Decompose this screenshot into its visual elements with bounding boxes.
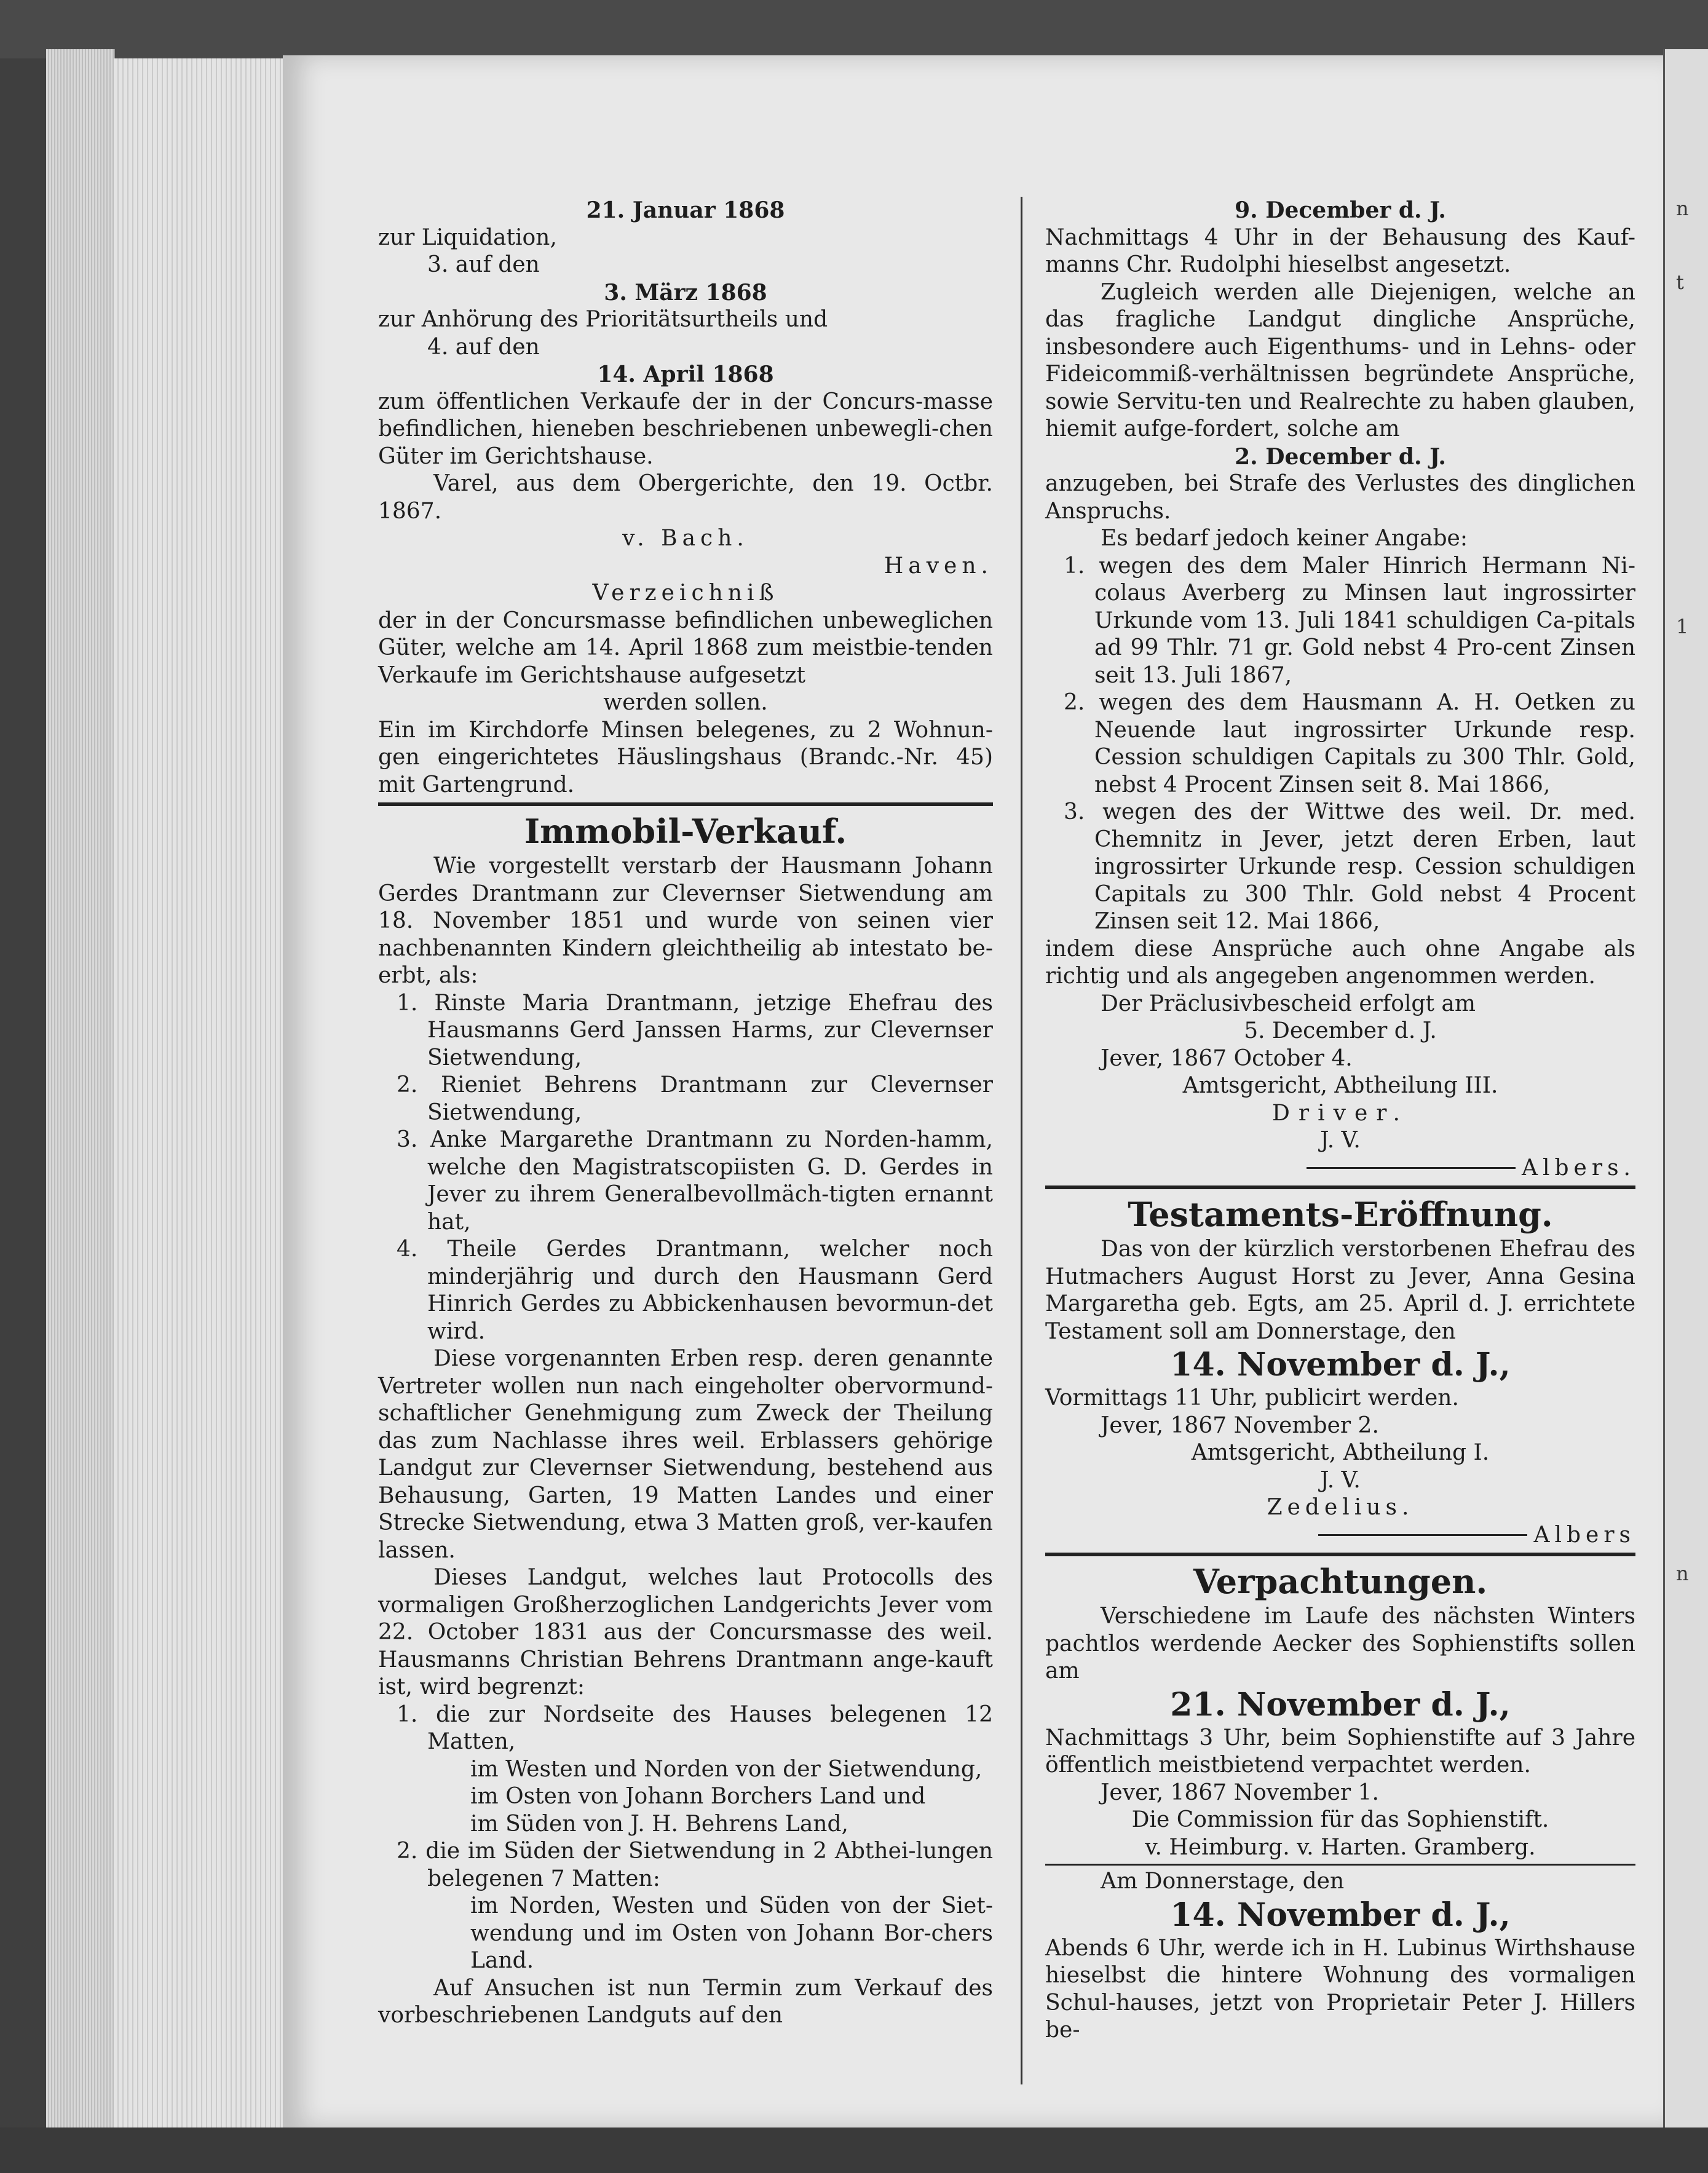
list-item: 3. Anke Margarethe Drantmann zu Norden-hamm, welche den Magistratscopiisten G. D. Gerdes in Jever zu ihrem Generalbevollmäch-tigten ernannt hat, xyxy=(397,1127,993,1235)
paragraph: Zugleich werden alle Diejenigen, welche an das fragliche Landgut dingliche Ansprüche, insbesondere auch Eigenthums- und in Lehns- oder Fideicommiß-verhältnissen begründete Ansprüche, sowie Servitu-ten und Realrechte zu haben glauben, hiemit aufge-fordert, solche am xyxy=(1045,279,1635,441)
date-line: 2. December d. J. xyxy=(1235,443,1446,470)
paragraph: Auf Ansuchen ist nun Termin zum Verkauf des vorbeschriebenen Landguts auf den xyxy=(378,1975,993,2028)
court-line: Amtsgericht, Abtheilung I. xyxy=(1191,1440,1490,1465)
paragraph: Das von der kürzlich verstorbenen Ehefrau des Hutmachers August Horst zu Jever, Anna Gesina Margaretha geb. Egts, am 25. April d. J. errichtete Testament soll am Donnerstage, den xyxy=(1045,1237,1635,1344)
list-item: 1. Rinste Maria Drantmann, jetzige Ehefrau des Hausmanns Gerd Janssen Harms, zur Clevernser Sietwendung, xyxy=(397,990,993,1071)
signature: Zedelius. xyxy=(1267,1495,1414,1520)
scan-background-top xyxy=(0,0,1708,58)
paragraph: anzugeben, bei Strafe des Verlustes des dinglichen Anspruchs. xyxy=(1045,471,1635,524)
signature-rule xyxy=(1318,1534,1527,1536)
list-item: 3. wegen des der Wittwe des weil. Dr. med. Chemnitz in Jever, jetzt deren Erben, laut ingrossirter Urkunde resp. Cession schuldigen Capitals zu 300 Thlr. Gold nebst 4 Procent Zinsen seit 12. Mai 1866, xyxy=(1064,799,1635,934)
list-item: 2. Rieniet Behrens Drantmann zur Clevernser Sietwendung, xyxy=(397,1072,993,1125)
edge-fragment: n xyxy=(1676,1562,1689,1585)
text-line: zur Liquidation, xyxy=(378,224,557,250)
place-date-line: Varel, aus dem Obergerichte, den 19. Octbr. 1867. xyxy=(378,471,993,524)
text-line: Der Präclusivbescheid erfolgt am xyxy=(1101,991,1476,1016)
paragraph: Verschiedene im Laufe des nächsten Winters pachtlos werdende Aecker des Sophienstifts sollen am xyxy=(1045,1604,1635,1684)
paragraph: indem diese Ansprüche auch ohne Angabe als richtig und als angegeben angenommen werden. xyxy=(1045,936,1635,989)
left-column xyxy=(378,197,993,2030)
section-rule xyxy=(1045,1185,1635,1189)
signature-rule xyxy=(1307,1167,1516,1169)
text-line: im Süden von J. H. Behrens Land, xyxy=(470,1811,848,1837)
date-line: 14. April 1868 xyxy=(597,362,774,387)
text-line: werden sollen. xyxy=(603,690,768,715)
section-heading: Testaments-Eröffnung. xyxy=(1128,1195,1553,1234)
signature: Albers. xyxy=(1522,1155,1635,1181)
list-item: 1. die zur Nordseite des Hauses belegenen 12 Matten, xyxy=(397,1701,993,1754)
signature: v. Bach. xyxy=(622,526,749,551)
signature-line xyxy=(1045,1155,1635,1182)
signature-line xyxy=(1045,1522,1635,1550)
place-date-line: Jever, 1867 November 1. xyxy=(1101,1779,1379,1805)
signature: Haven. xyxy=(884,553,993,579)
list-item: 1. wegen des dem Maler Hinrich Hermann Ni-colaus Averberg zu Minsen laut ingrossirter Urkunde vom 13. Juli 1841 schuldigen Ca-pitals ad 99 Thlr. 71 gr. Gold nebst 4 Pro-cent Zinsen seit 13. Juli 1867, xyxy=(1064,553,1635,688)
signature-line xyxy=(378,553,993,580)
date-line: 21. Januar 1868 xyxy=(586,197,785,223)
signature: Driver. xyxy=(1272,1100,1409,1126)
list-item: 4. Theile Gerdes Drantmann, welcher noch minderjährig und durch den Hausmann Gerd Hinrich Gerdes zu Abbickenhausen bevormun-det wird. xyxy=(397,1237,993,1344)
commission-line: Die Commission für das Sophienstift. xyxy=(1131,1807,1549,1832)
text-line: im Norden, Westen und Süden von der Siet-wendung und im Osten von Johann Bor-chers Land. xyxy=(470,1893,993,1973)
date-headline: 14. November d. J., xyxy=(1170,1346,1511,1383)
court-line: Amtsgericht, Abtheilung III. xyxy=(1182,1073,1498,1098)
right-column xyxy=(1045,197,1635,2044)
section-subtitle: Verzeichniß xyxy=(592,580,779,606)
signatures: v. Heimburg. v. Harten. Gramberg. xyxy=(1145,1834,1536,1860)
place-date-line: Jever, 1867 November 2. xyxy=(1101,1412,1379,1438)
edge-fragment: n xyxy=(1676,197,1689,220)
scan-background-bottom xyxy=(0,2127,1708,2173)
date-line: 5. December d. J. xyxy=(1244,1018,1437,1043)
date-headline: 21. November d. J., xyxy=(1170,1685,1511,1724)
signature: J. V. xyxy=(1320,1128,1361,1153)
section-rule xyxy=(1045,1864,1635,1866)
text-line: zur Anhörung des Prioritätsurtheils und xyxy=(378,307,828,332)
section-rule xyxy=(1045,1553,1635,1556)
date-headline: 14. November d. J., xyxy=(1170,1896,1511,1934)
text-line: im Westen und Norden von der Sietwendung, xyxy=(470,1756,982,1782)
text-line: 3. auf den xyxy=(427,252,540,277)
edge-fragment: 1 xyxy=(1676,615,1689,638)
text-line: Am Donnerstage, den xyxy=(1101,1869,1345,1894)
paragraph: zum öffentlichen Verkaufe der in der Concurs-masse befindlichen, hieneben beschriebenen unbewegli-chen Güter im Gerichtshause. xyxy=(378,389,993,469)
paragraph: Dieses Landgut, welches laut Protocolls des vormaligen Großherzoglichen Landgerichts Jever vom 22. October 1831 aus der Concursmasse des weil. Hausmanns Christian Behrens Drantmann ange-kauft ist, wird begrenzt: xyxy=(378,1565,993,1700)
section-heading: Immobil-Verkauf. xyxy=(524,812,847,851)
place-date-line: Jever, 1867 October 4. xyxy=(1101,1045,1353,1071)
date-line: 9. December d. J. xyxy=(1235,197,1446,223)
signature: Albers xyxy=(1533,1522,1635,1548)
date-line: 3. März 1868 xyxy=(604,279,767,306)
paragraph: der in der Concursmasse befindlichen unbeweglichen Güter, welche am 14. April 1868 zum meistbie-tenden Verkaufe im Gerichtshause aufgesetzt xyxy=(378,608,993,688)
next-page-edge xyxy=(1663,49,1708,2140)
paragraph: Nachmittags 4 Uhr in der Behausung des Kauf-manns Chr. Rudolphi hieselbst angesetzt. xyxy=(1045,224,1635,277)
paragraph: Diese vorgenannten Erben resp. deren genannte Vertreter wollen nun nach eingeholter obervormund-schaftlicher Genehmigung zum Zweck der Theilung das zum Nachlasse ihres weil. Erblassers gehörige Landgut zur Clevernser Sietwendung, bestehend aus Behausung, Garten, 19 Matten Landes und einer Strecke Sietwendung, etwa 3 Matten groß, ver-kaufen lassen. xyxy=(378,1346,993,1563)
paragraph: Abends 6 Uhr, werde ich in H. Lubinus Wirthshause hieselbst die hintere Wohnung des vormaligen Schul-hauses, jetzt von Proprietair Peter J. Hillers be- xyxy=(1045,1935,1635,2043)
column-divider xyxy=(1021,197,1022,2084)
text-line: Vormittags 11 Uhr, publicirt werden. xyxy=(1045,1385,1459,1411)
list-item: 2. die im Süden der Sietwendung in 2 Abthei-lungen belegenen 7 Matten: xyxy=(397,1839,993,1891)
text-line: Es bedarf jedoch keiner Angabe: xyxy=(1101,526,1468,551)
list-item: 2. wegen des dem Hausmann A. H. Oetken zu Neuende laut ingrossirter Urkunde resp. Cession schuldigen Capitals zu 300 Thlr. Gold, nebst 4 Procent Zinsen seit 8. Mai 1866, xyxy=(1064,690,1635,798)
text-line: 4. auf den xyxy=(427,334,540,360)
signature: J. V. xyxy=(1320,1467,1361,1493)
section-heading: Verpachtungen. xyxy=(1193,1562,1488,1601)
book-page-edges xyxy=(46,49,115,2127)
section-rule xyxy=(378,802,993,806)
edge-fragment: t xyxy=(1676,271,1684,294)
paragraph: Ein im Kirchdorfe Minsen belegenes, zu 2 Wohnun-gen eingerichtetes Häuslingshaus (Brandc.-Nr. 45) mit Gartengrund. xyxy=(378,717,993,798)
book-page-stack xyxy=(114,58,283,2127)
paragraph: Nachmittags 3 Uhr, beim Sophienstifte auf 3 Jahre öffentlich meistbietend verpachtet werden. xyxy=(1045,1725,1635,1778)
paragraph: Wie vorgestellt verstarb der Hausmann Johann Gerdes Drantmann zur Clevernser Sietwendung am 18. November 1851 und wurde von seinen vier nachbenannten Kindern gleichtheilig ab intestato be-erbt, als: xyxy=(378,853,993,988)
text-line: im Osten von Johann Borchers Land und xyxy=(470,1784,926,1809)
